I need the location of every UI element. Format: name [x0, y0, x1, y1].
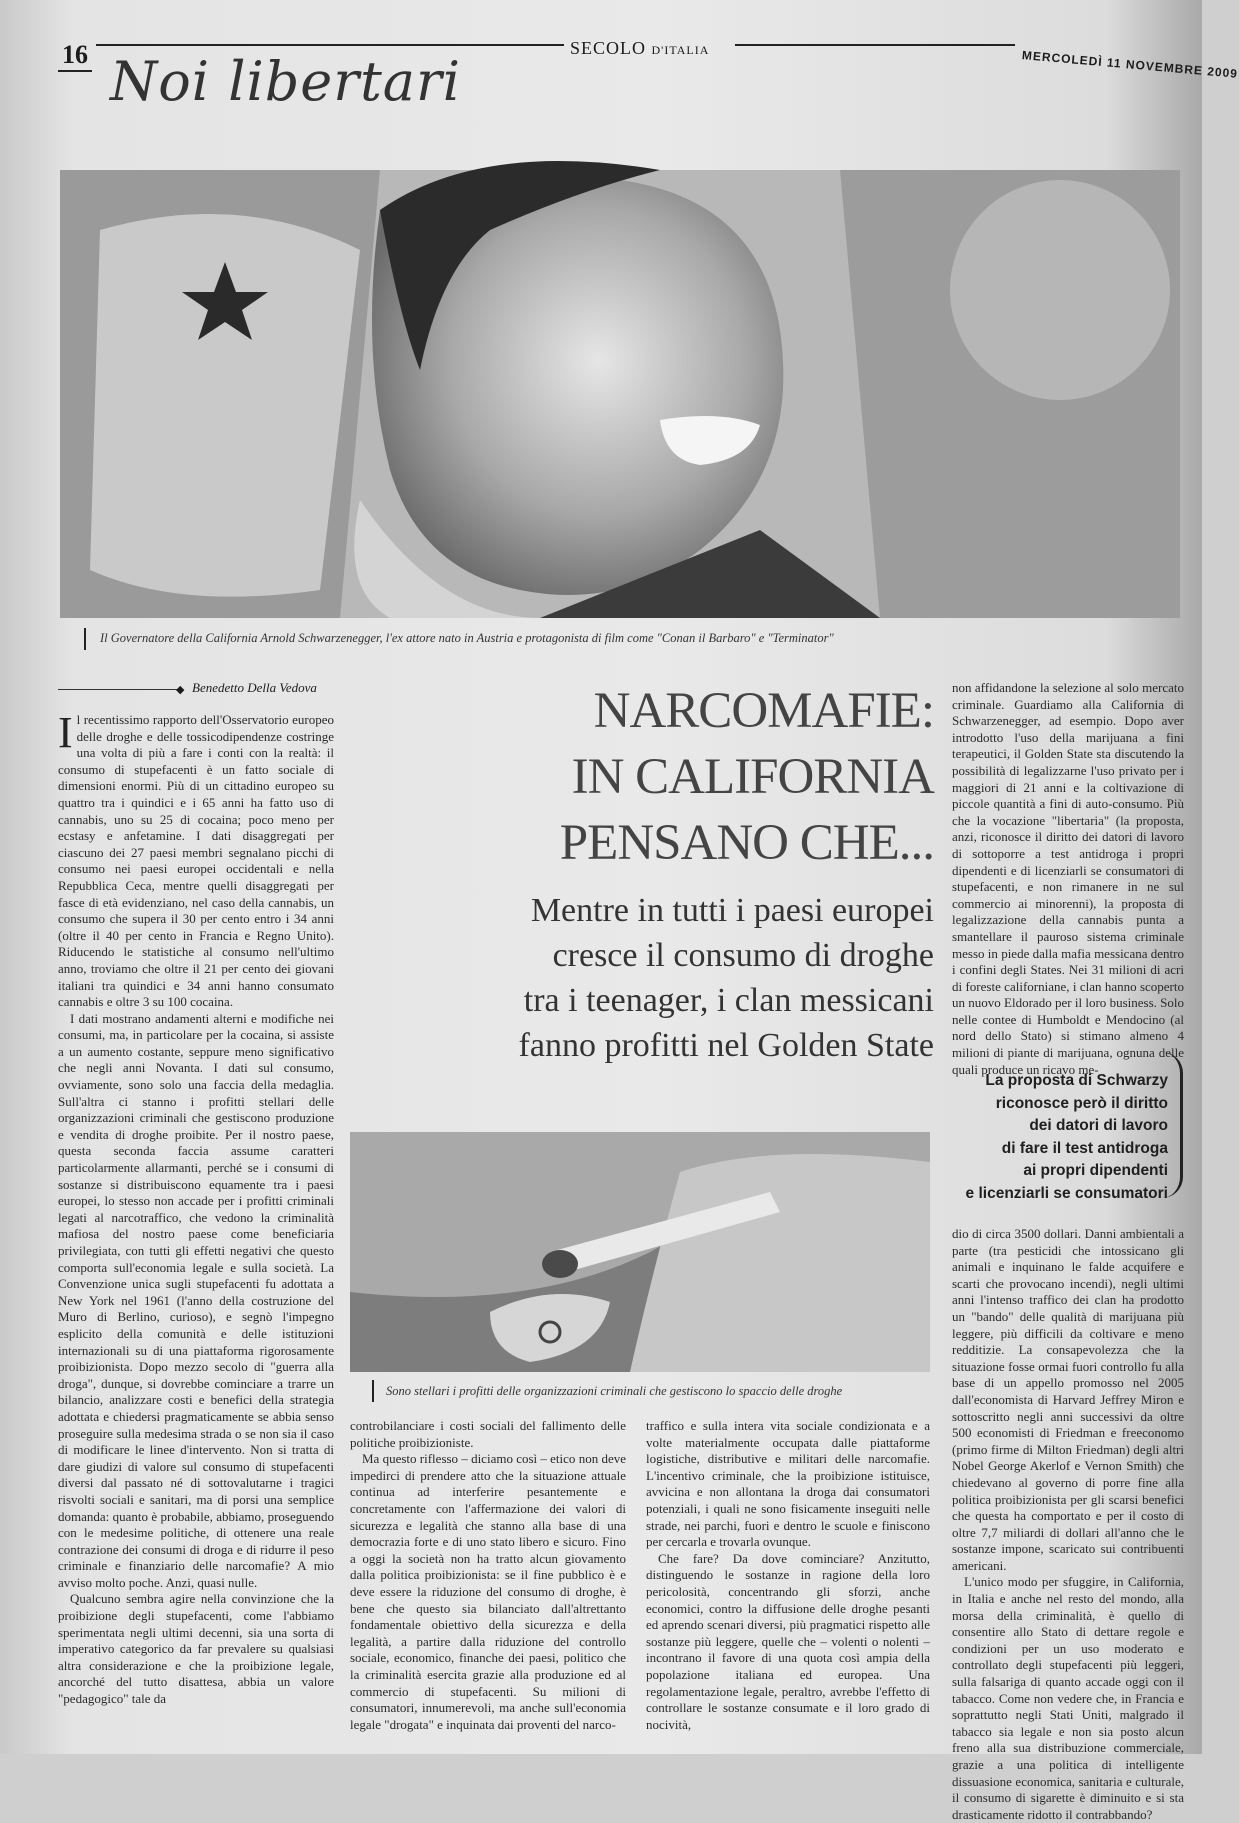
section-title: Noi libertari	[110, 50, 462, 113]
paragraph: Il recentissimo rapporto dell'Osservatorio europeo delle droghe e delle tossicodipendenze costringe una volta di più a fare i conti con la realtà: il consumo di stupefacenti è un fatto sociale di dimensioni enormi. Più di un cittadino europeo su quattro tra i quindici e i 65 anni ha fatto uso di cannabis, uno su 25 di cocaina; poco meno per ecstasy e anfetamine. I dati disaggregati per ciascuno dei 27 paesi membri segnalano picchi di consumo nei paesi europei occidentali e nella Repubblica Ceca, mentre quelli disaggregati per fasce di età evidenziano, nel caso della cannabis, un consumo che supera il 30 per cento entro i 34 anni (oltre il 40 per cento in Francia e Regno Unito). Riducendo le statistiche al consumo nell'ultimo anno, troviamo che oltre il 21 per cento dei giovani italiani tra quindici e 34 anni hanno consumato cannabis e oltre 3 su 100 cocaina.	[58, 708, 334, 1010]
article-column-5	[952, 1226, 1184, 1823]
pull-quote	[955, 1070, 1168, 1205]
drop-cap: I	[58, 708, 73, 757]
paragraph: traffico e sulla intera vita sociale condizionata e a volte materialmente occupata dalle piattaforme logistiche, distributive e militari delle narcomafie. L'incentivo criminale, che la proibizione istituisce, avvicina e non allontana la droga dai consumatori potenziali, i quali ne sono fisicamente inseguiti nelle strade, nei parchi, fuori e dentro le scuole e finiscono per cercarla e trovarla ovunque.	[646, 1418, 930, 1550]
caption-marker	[84, 628, 86, 650]
paragraph: non affidandone la selezione al solo mercato criminale. Guardiamo alla California di Schwarzenegger, ad esempio. Dopo aver introdotto l'uso della marijuana a fini terapeutici, il Golden State sta discutendo la possibilità di legalizzarne l'uso privato per i maggiori di 21 anni e la coltivazione di piccole quantità a fini di auto-consumo. Più che la vocazione "libertaria" (la proposta, anzi, riconosce il diritto dei datori di lavoro di sottoporre a test antidroga i propri dipendenti e di licenziarli se consumatori di stupefacenti, e non rimanere in ne sul commercio ai minorenni), la proposta di legalizzazione della cannabis punta a smantellare il pauroso sistema criminale messo in piede dalla mafia messicana dentro i confini degli States. Nei 31 milioni di acri di foreste californiane, i clan hanno scoperto un nuovo Eldorado per il loro business. Solo nelle contee di Humboldt e Mendocino (al nord dello Stato) si stimano almeno 4 milioni di piante di marijuana, ognuna delle quali produce un ricavo me-	[952, 680, 1184, 1077]
byline-rule	[58, 689, 178, 690]
article-column-3	[646, 1418, 930, 1733]
issue-date: MERCOLEDÌ 11 NOVEMBRE 2009	[1021, 48, 1239, 81]
small-photo-caption: Sono stellari i profitti delle organizzazioni criminali che gestiscono lo spaccio delle droghe	[386, 1384, 843, 1398]
article-column-2	[350, 1418, 626, 1733]
subhead-line: tra i teenager, i clan messicani	[523, 982, 934, 1019]
pull-quote-line: ai propri dipendenti	[1023, 1162, 1168, 1179]
main-photo	[60, 170, 1180, 618]
pull-quote-line: e licenziarli se consumatori	[965, 1184, 1168, 1202]
paragraph: I dati mostrano andamenti alterni e modifiche nei consumi, ma, in particolare per la cocaina, si assiste a un aumento costante, seppure meno significativo che negli anni Novanta. I dati sul consumo, ovviamente, sono solo una faccia della medaglia. Sull'altra ci stanno i profitti stellari delle organizzazioni criminali che gestiscono produzione e vendita di droghe proibite. Per il nostro paese, questa seconda faccia assume caratteri particolarmente allarmanti, perché se i consumi di sostanze si distribuiscono equamente tra i paesi europei, lo stesso non accade per i profitti criminali legati al narcotraffico, che vedono la criminalità mafiosa del nostro paese come beneficiaria privilegiata, con tutti gli effetti negativi che questo comporta sull'economia legale e sulla società. La Convenzione unica sugli stupefacenti fu adottata a New York nel 1961 (l'anno della costruzione del Muro di Berlino, curioso), e segnò l'impegno esplicito della comunità e delle istituzioni internazionali su di una piattaforma rigorosamente proibizionista. Dopo mezzo secolo di "guerra alla droga", dunque, si dovrebbe cominciare a trarre un bilancio, analizzare costi e benefici della strategia adottata e chiedersi pragmaticamente se abbia senso proseguire sulla medesima strada o se non sia il caso di modificare le linee d'intervento. Non si tratta di dare giudizi di valore sul consumo di stupefacenti diversi dal passato né di sottovalutarne i tragici risvolti sociali e sanitari, ma di porsi una semplice domanda: quanto è probabile, abbiamo, proseguendo con le medesime politiche, di ottenere una reale contrazione dei consumi di droga e di ridurre il peso criminale e finanziario delle narcomafie? A mio avviso molto poche. Anzi, quasi nulle.	[58, 1010, 334, 1590]
paragraph: Che fare? Da dove cominciare? Anzitutto, distinguendo le sostanze in ragione della loro pericolosità, concentrando gli sforzi, anche economici, contro la diffusione delle droghe pesanti ed aprendo scenari diversi, più pragmatici rispetto alle sostanze più leggere, quelle che – volenti o nolenti – incontrano il favore di una quota così ampia della popolazione italiana ed europea. Una regolamentazione legale, peraltro, avrebbe l'effetto di controllare le sostanze consumate e il loro grado di nocività,	[646, 1550, 930, 1732]
paragraph: Qualcuno sembra agire nella convinzione che la proibizione degli stupefacenti, come l'abbiamo sperimentata negli ultimi decenni, sia una sorta di imperativo categorico da far prevalere su qualsiasi altra considerazione e che la proibizione legale, ancorché del tutto disattesa, abbia un valore "pedagogico" tale da	[58, 1591, 334, 1707]
pull-quote-line: dei datori di lavoro	[1029, 1117, 1168, 1134]
paragraph: Ma questo riflesso – diciamo così – etico non deve impedirci di prendere atto che la situazione attuale continua ad interferire pesantemente e concretamente con l'affermazione dei valori di sicurezza e legalità che stanno alla base di una democrazia forte e di uno stato libero e sicuro. Fino a oggi la società non ha tratto alcun giovamento dalla politica proibizionista: se il fine pubblico è e deve essere la riduzione del consumo di droghe, è bene che questo sia bilanciato dall'altrettanto fondamentale obiettivo della sicurezza e della legalità, a partire dalla riduzione del controllo sociale, economico, finanche dei paesi, politico che la criminalità esercita grazie alla produzione ed al commercio di stupefacenti. Su milioni di consumatori, innumerevoli, ma anche sull'economia legale "drogata" e inquinata dai proventi del narco-	[350, 1451, 626, 1732]
pull-quote-line: La proposta di Schwarzy	[985, 1072, 1168, 1089]
pull-quote-line: di fare il test antidroga	[1001, 1139, 1168, 1157]
portrait-illustration	[60, 170, 1180, 618]
header-rule-right	[735, 44, 1015, 46]
subhead-line: Mentre in tutti i paesi europei	[530, 892, 934, 929]
diamond-icon: ◆	[176, 684, 185, 696]
joint-illustration	[350, 1132, 930, 1372]
paragraph: dio di circa 3500 dollari. Danni ambientali a parte (tra pesticidi che intossicano gli animali e inquinano le falde acquifere e scarti che provocano incendi), negli ultimi anni l'intenso traffico dei clan ha prodotto un "bando" delle qualità di marijuana più leggere, più difficili da coltivare e meno redditizie. La consapevolezza che la situazione fosse ormai fuori controllo fu alla base di un appello promosso nel 2005 dall'economista di Harvard Jeffrey Miron e sottoscritto negli anni successivi da oltre 500 economisti di Friedman e freeconomo (primo firme di Milton Friedman) degli altri Nobel George Akerlof e Vernon Smith) che chiedevano al governo di porre fine alla politica proibizionista per gli scarsi benefici che questa ha comportato e per il costo di oltre 7,7 miliardi di dollari all'anno che le sostanze impone, scaricato sui contribuenti americani.	[952, 1226, 1184, 1573]
subhead-line: fanno profitti nel Golden State	[518, 1027, 934, 1064]
paragraph: L'unico modo per sfuggire, in California, in Italia e anche nel resto del mondo, alla morsa della criminalità, è quello di consentire allo Stato di dettare regole e condizioni per un uso moderato e controllato degli stupefacenti più leggeri, sulla falsariga di quanto accade oggi con il tabacco. Come non vedere che, in Francia e soprattutto negli Stati Uniti, malgrado il tabacco sia legale e non sia posto alcun freno alla sua distribuzione commerciale, grazie a una politica di intelligente dissuasione economica, sanitaria e culturale, il consumo di sigarette è diminuito e si sta drasticamente ridotto il contrabbando?	[952, 1574, 1184, 1822]
page-number: 16	[58, 40, 92, 72]
main-photo-caption: Il Governatore della California Arnold Schwarzenegger, l'ex attore nato in Austria e protagonista di film come "Conan il Barbaro" e "Terminator"	[100, 631, 834, 645]
newspaper-name: SECOLO D'ITALIA	[570, 38, 710, 58]
byline: Benedetto Della Vedova	[192, 680, 317, 695]
header-rule-left	[96, 44, 564, 46]
headline-line: PENSANO CHE...	[559, 815, 934, 871]
caption-marker	[372, 1380, 374, 1402]
article-column-4	[952, 680, 1184, 1078]
paragraph: controbilanciare i costi sociali del fallimento delle politiche proibizioniste.	[350, 1418, 626, 1450]
pull-quote-line: riconosce però il diritto	[995, 1094, 1168, 1112]
subheadline	[440, 888, 934, 1068]
headline-line: IN CALIFORNIA	[571, 749, 934, 805]
article-column-1	[58, 708, 334, 1708]
subhead-line: cresce il consumo di droghe	[552, 937, 934, 974]
headline-line: NARCOMAFIE:	[593, 683, 934, 739]
cigarette-photo	[350, 1132, 930, 1372]
headline	[440, 678, 934, 876]
